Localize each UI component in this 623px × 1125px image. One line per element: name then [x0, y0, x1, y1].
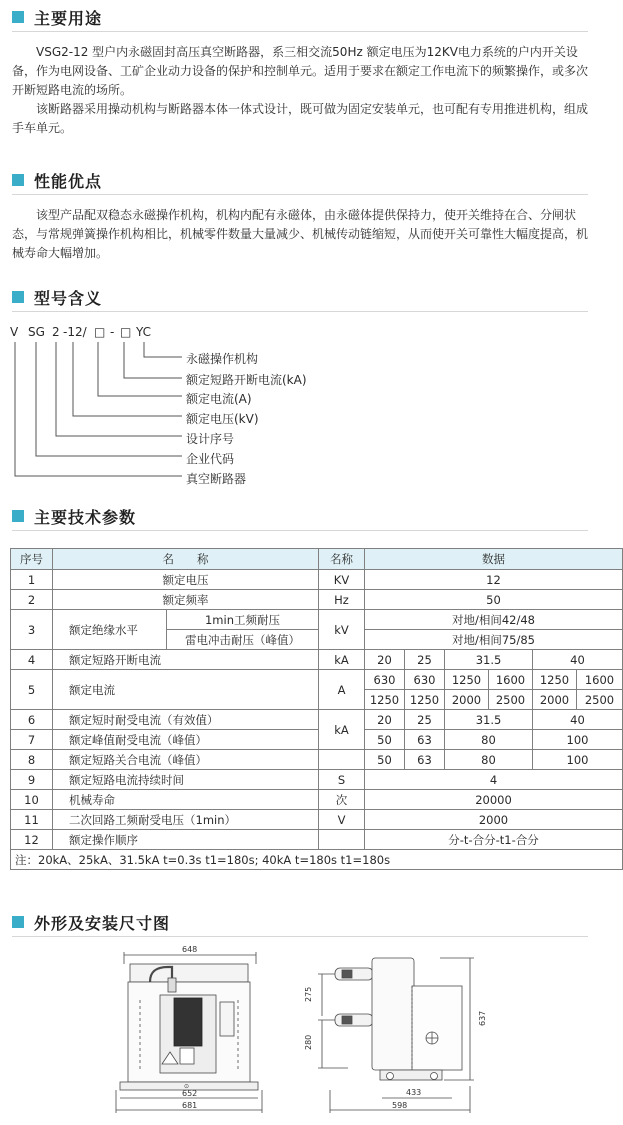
section-header-params — [12, 505, 136, 527]
model-code-sg: SG — [28, 325, 45, 339]
section-divider — [12, 530, 588, 531]
cell-name: 额定短路关合电流（峰值） — [53, 750, 319, 770]
cell-name: 二次回路工频耐受电压（1min） — [53, 810, 319, 830]
side-view — [304, 958, 487, 1113]
cell-value: 80 — [445, 750, 533, 770]
usage-paragraph-2: 该断路器采用操动机构与断路器本体一体式设计，既可做为固定安装单元，也可配有专用推进机构，组成手车单元。 — [12, 102, 589, 135]
dim-681: 681 — [182, 1101, 198, 1110]
section-marker — [12, 510, 24, 522]
model-code-v: V — [10, 325, 19, 339]
cell-seq: 1 — [11, 570, 53, 590]
cell-value: 对地/相间75/85 — [365, 630, 623, 650]
cell-value: 2500 — [489, 690, 533, 710]
section-title: 外形及安装尺寸图 — [34, 913, 171, 933]
model-label-company: 企业代码 — [186, 452, 235, 466]
model-label-series: 设计序号 — [186, 432, 235, 446]
table-row — [11, 590, 623, 610]
model-code-series: 2 — [52, 325, 60, 339]
cell-value: 40 — [533, 710, 623, 730]
cell-seq: 8 — [11, 750, 53, 770]
section-title: 主要用途 — [34, 8, 103, 28]
cell-unit: kA — [319, 650, 365, 670]
table-row — [11, 670, 623, 690]
cell-seq: 5 — [11, 670, 53, 710]
cell-subname: 雷电冲击耐压（峰值） — [167, 630, 319, 650]
table-row — [11, 770, 623, 790]
section-title: 型号含义 — [34, 288, 103, 308]
header-unit: 名称 — [319, 549, 365, 570]
cell-unit: kA — [319, 710, 365, 750]
cell-seq: 11 — [11, 810, 53, 830]
cell-value: 31.5 — [445, 710, 533, 730]
cell-value: 63 — [405, 730, 445, 750]
table-row — [11, 710, 623, 730]
model-label-breaking: 额定短路开断电流(kA) — [186, 373, 307, 387]
table-header-row — [11, 549, 623, 570]
cell-seq: 9 — [11, 770, 53, 790]
cell-value: 630 — [405, 670, 445, 690]
cell-name: 额定短路电流持续时间 — [53, 770, 319, 790]
cell-name: 额定频率 — [53, 590, 319, 610]
cell-seq: 3 — [11, 610, 53, 650]
header-data: 数据 — [365, 549, 623, 570]
header-seq: 序号 — [11, 549, 53, 570]
cell-value: 2000 — [445, 690, 489, 710]
cell-value: 100 — [533, 750, 623, 770]
cell-value: 50 — [365, 590, 623, 610]
dim-648: 648 — [182, 945, 198, 954]
cell-value: 对地/相间42/48 — [365, 610, 623, 630]
cell-unit — [319, 750, 365, 770]
svg-text:⊙: ⊙ — [184, 1083, 190, 1090]
model-label-current: 额定电流(A) — [186, 392, 252, 406]
cell-seq: 4 — [11, 650, 53, 670]
cell-value: 25 — [405, 710, 445, 730]
cell-seq: 10 — [11, 790, 53, 810]
dim-652: 652 — [182, 1089, 198, 1098]
section-title: 性能优点 — [34, 171, 103, 191]
cell-name: 额定短路开断电流 — [53, 650, 319, 670]
section-marker — [12, 916, 24, 928]
cell-seq: 7 — [11, 730, 53, 750]
cell-value: 2500 — [577, 690, 623, 710]
cell-value: 分-t-合分-t1-合分 — [365, 830, 623, 850]
table-row — [11, 570, 623, 590]
cell-value: 1250 — [365, 690, 405, 710]
model-label-magnet: 永磁操作机构 — [186, 352, 259, 366]
cell-value: 12 — [365, 570, 623, 590]
dimension-drawing — [0, 940, 600, 1125]
header-name: 名 称 — [53, 549, 319, 570]
table-note: 注：20kA、25kA、31.5kA t=0.3s t1=180s; 40kA t=180s t1=180s — [11, 850, 623, 870]
dim-598: 598 — [392, 1101, 408, 1110]
cell-value: 1600 — [489, 670, 533, 690]
cell-value: 1250 — [405, 690, 445, 710]
cell-value: 25 — [405, 650, 445, 670]
cell-unit: S — [319, 770, 365, 790]
cell-name: 额定峰值耐受电流（峰值） — [53, 730, 319, 750]
cell-unit — [319, 830, 365, 850]
cell-value: 1250 — [445, 670, 489, 690]
model-code-leader-lines — [0, 0, 600, 500]
cell-seq: 6 — [11, 710, 53, 730]
cell-unit: Hz — [319, 590, 365, 610]
table-row — [11, 750, 623, 770]
cell-value: 100 — [533, 730, 623, 750]
table-row — [11, 730, 623, 750]
model-code-dash: - — [110, 325, 115, 339]
dim-280: 280 — [304, 1034, 313, 1050]
table-row — [11, 610, 623, 630]
cell-value: 630 — [365, 670, 405, 690]
table-note-row — [11, 850, 623, 870]
cell-name: 额定绝缘水平 — [53, 610, 167, 650]
cell-value: 1250 — [533, 670, 577, 690]
section-header-dimensions — [12, 911, 170, 933]
cell-value: 20000 — [365, 790, 623, 810]
cell-unit: V — [319, 810, 365, 830]
cell-seq: 2 — [11, 590, 53, 610]
cell-value: 63 — [405, 750, 445, 770]
cell-name: 额定操作顺序 — [53, 830, 319, 850]
cell-name: 机械寿命 — [53, 790, 319, 810]
cell-value: 2000 — [365, 810, 623, 830]
cell-value: 31.5 — [445, 650, 533, 670]
table-row — [11, 790, 623, 810]
model-code-breaking-box: □ — [120, 325, 132, 339]
table-row — [11, 650, 623, 670]
cell-value: 2000 — [533, 690, 577, 710]
dim-637: 637 — [478, 1010, 487, 1026]
features-paragraph-1: 该型产品配双稳态永磁操作机构，机构内配有永磁体，由永磁体提供保持力，使开关维持在合、分闸状态，与常规弹簧操作机构相比，机械零件数量大量减少、机械传动链缩短，从而使开关可靠性大幅度提高，机械寿命大幅增加。 — [12, 208, 589, 260]
cell-name: 额定短时耐受电流（有效值） — [53, 710, 319, 730]
dim-433: 433 — [406, 1088, 422, 1097]
usage-paragraph-1: VSG2-12 型户内永磁固封高压真空断路器，系三相交流50Hz 额定电压为12KV电力系统的户内开关设备，作为电网设备、工矿企业动力设备的保护和控制单元。适用于要求在额定工作电流下的频繁操作，或多次开断短路电流的场所。 — [12, 45, 589, 97]
model-code-current-box: □ — [94, 325, 106, 339]
cell-unit: 次 — [319, 790, 365, 810]
cell-value: 50 — [365, 750, 405, 770]
cell-unit: A — [319, 670, 365, 710]
model-label-voltage: 额定电压(kV) — [186, 412, 259, 426]
cell-value: 50 — [365, 730, 405, 750]
model-label-breaker: 真空断路器 — [186, 472, 247, 486]
parameters-table — [10, 548, 623, 870]
cell-seq: 12 — [11, 830, 53, 850]
cell-unit: KV — [319, 570, 365, 590]
cell-value: 1600 — [577, 670, 623, 690]
cell-name: 额定电压 — [53, 570, 319, 590]
section-title: 主要技术参数 — [34, 507, 137, 527]
cell-value: 4 — [365, 770, 623, 790]
table-row — [11, 810, 623, 830]
cell-value: 20 — [365, 650, 405, 670]
cell-value: 80 — [445, 730, 533, 750]
model-code-voltage: -12/ — [63, 325, 87, 339]
model-code-yc: YC — [136, 325, 152, 339]
cell-unit: kV — [319, 610, 365, 650]
dim-275: 275 — [304, 986, 313, 1002]
cell-name: 额定电流 — [53, 670, 319, 710]
cell-value: 40 — [533, 650, 623, 670]
cell-value: 20 — [365, 710, 405, 730]
front-view — [116, 945, 262, 1113]
section-divider — [12, 936, 588, 937]
cell-subname: 1min工频耐压 — [167, 610, 319, 630]
table-row — [11, 830, 623, 850]
